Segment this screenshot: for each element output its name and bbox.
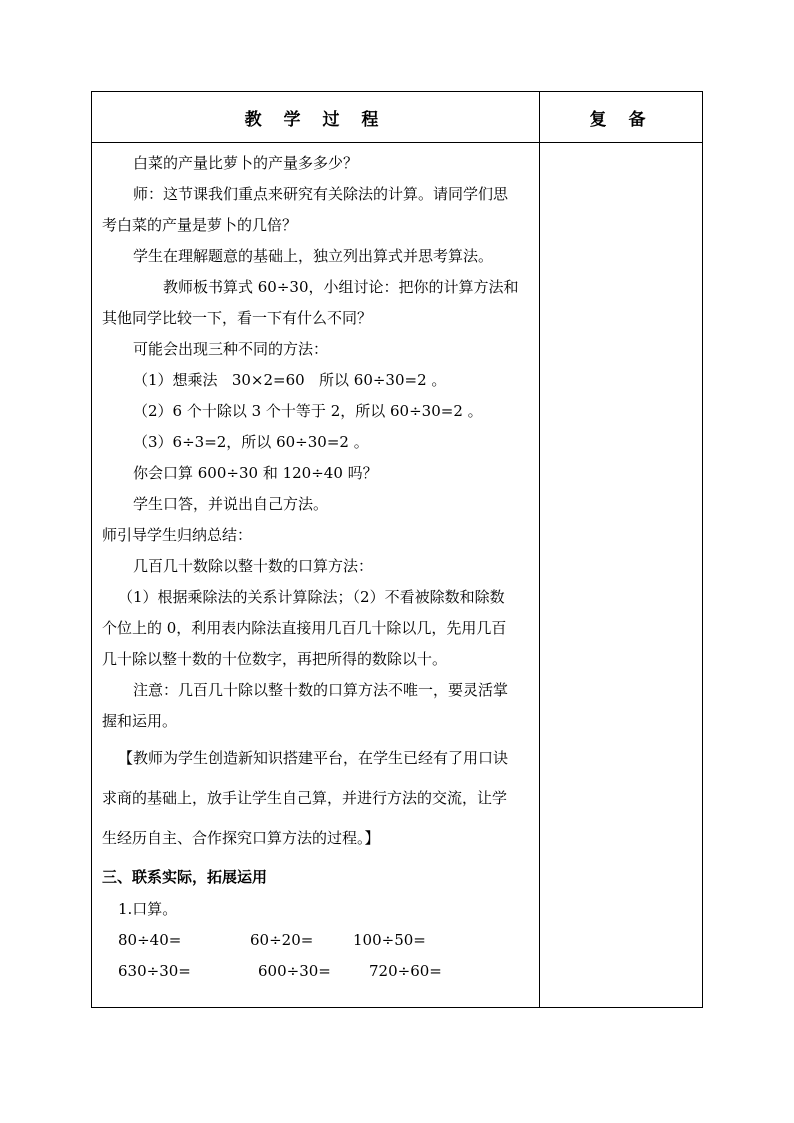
text-line: 师引导学生归纳总结： <box>102 526 253 544</box>
exercise-item: 630÷30= <box>118 962 191 980</box>
text-line: 几十除以整十数的十位数字，再把所得的数除以十。 <box>102 650 448 668</box>
text-line: 学生在理解题意的基础上，独立列出算式并思考算法。 <box>133 247 494 265</box>
text-line: 求商的基础上，放手让学生自己算，并进行方法的交流，让学 <box>102 789 508 807</box>
text-line: 【教师为学生创造新知识搭建平台，在学生已经有了用口诀 <box>118 749 509 767</box>
text-line: 教师板书算式 60÷30，小组讨论：把你的计算方法和 <box>163 278 519 296</box>
exercise-item: 80÷40= <box>118 931 182 949</box>
text-line: （1）根据乘除法的关系计算除法；（2）不看被除数和除数 <box>118 588 505 606</box>
exercise-item: 720÷60= <box>369 962 442 980</box>
text-line: 几百几十数除以整十数的口算方法： <box>133 557 374 575</box>
text-line: 可能会出现三种不同的方法： <box>133 340 329 358</box>
header-teaching-process: 教 学 过 程 <box>244 109 387 130</box>
review-prep-column <box>540 143 703 1007</box>
text-line: （3）6÷3=2，所以 60÷30=2 。 <box>133 433 369 451</box>
text-line: （1）想乘法 30×2=60 所以 60÷30=2 。 <box>133 371 447 389</box>
text-line: 其他同学比较一下，看一下有什么不同？ <box>102 309 373 327</box>
text-line: 你会口算 600÷30 和 120÷40 吗？ <box>133 464 378 482</box>
text-line: 1.口算。 <box>118 900 178 918</box>
exercise-item: 100÷50= <box>353 931 426 949</box>
text-line: 个位上的 0，利用表内除法直接用几百几十除以几，先用几百 <box>102 619 507 637</box>
lesson-plan-table <box>91 91 703 1008</box>
text-line: 注意：几百几十除以整十数的口算方法不唯一，要灵活掌 <box>133 681 509 699</box>
exercise-item: 60÷20= <box>250 931 314 949</box>
text-line: 生经历自主、合作探究口算方法的过程。】 <box>102 829 380 847</box>
text-line: 学生口答，并说出自己方法。 <box>133 495 329 513</box>
text-line: 握和运用。 <box>102 712 178 730</box>
header-review-prep: 复 备 <box>589 109 654 130</box>
text-line: 考白菜的产量是萝卜的几倍？ <box>102 216 298 234</box>
section-heading: 三、联系实际，拓展运用 <box>102 868 268 886</box>
text-line: 师：这节课我们重点来研究有关除法的计算。请同学们思 <box>133 185 509 203</box>
text-line: 白菜的产量比萝卜的产量多多少？ <box>133 154 359 172</box>
text-line: （2）6 个十除以 3 个十等于 2，所以 60÷30=2 。 <box>133 402 483 420</box>
exercise-item: 600÷30= <box>258 962 331 980</box>
